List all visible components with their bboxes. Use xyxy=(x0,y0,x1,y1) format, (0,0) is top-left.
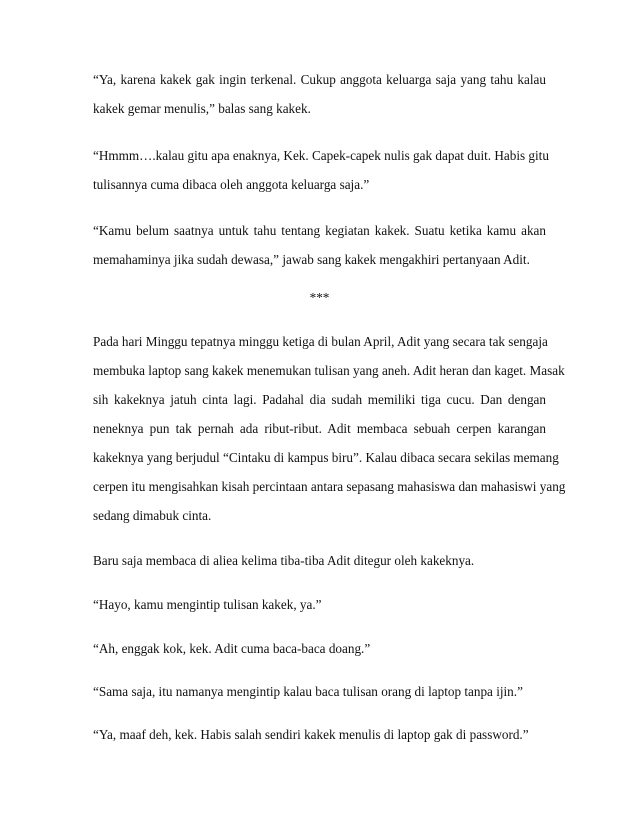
paragraph-5-line-4: neneknya pun tak pernah ada ribut-ribut. Adit membaca sebuah cerpen karangan xyxy=(93,421,546,436)
paragraph-5-line-6: cerpen itu mengisahkan kisah percintaan antara sepasang mahasiswa dan mahasiswi yang xyxy=(93,479,566,494)
paragraph-3-line-1: “Kamu belum saatnya untuk tahu tentang kegiatan kakek. Suatu ketika kamu akan xyxy=(93,223,546,238)
paragraph-1-line-1: “Ya, karena kakek gak ingin terkenal. Cukup anggota keluarga saja yang tahu kalau xyxy=(93,72,546,87)
section-break: *** xyxy=(309,290,330,305)
paragraph-9-line-1: “Sama saja, itu namanya mengintip kalau baca tulisan orang di laptop tanpa ijin.” xyxy=(93,684,523,699)
paragraph-5-line-2: membuka laptop sang kakek menemukan tulisan yang aneh. Adit heran dan kaget. Masak xyxy=(93,363,565,378)
paragraph-2-line-1: “Hmmm….kalau gitu apa enaknya, Kek. Capek-capek nulis gak dapat duit. Habis gitu xyxy=(93,148,549,163)
paragraph-8-line-1: “Ah, enggak kok, kek. Adit cuma baca-baca doang.” xyxy=(93,641,371,656)
paragraph-3-line-2: memahaminya jika sudah dewasa,” jawab sang kakek mengakhiri pertanyaan Adit. xyxy=(93,252,530,267)
paragraph-5-line-1: Pada hari Minggu tepatnya minggu ketiga di bulan April, Adit yang secara tak sengaja xyxy=(93,334,548,349)
paragraph-6-line-1: Baru saja membaca di aliea kelima tiba-tiba Adit ditegur oleh kakeknya. xyxy=(93,553,475,568)
paragraph-5-line-5: kakeknya yang berjudul “Cintaku di kampus biru”. Kalau dibaca secara sekilas memang xyxy=(93,450,559,465)
paragraph-1-line-2: kakek gemar menulis,” balas sang kakek. xyxy=(93,101,311,116)
paragraph-2-line-2: tulisannya cuma dibaca oleh anggota keluarga saja.” xyxy=(93,177,370,192)
paragraph-7-line-1: “Hayo, kamu mengintip tulisan kakek, ya.” xyxy=(93,597,322,612)
paragraph-10-line-1: “Ya, maaf deh, kek. Habis salah sendiri kakek menulis di laptop gak di password.” xyxy=(93,727,529,742)
paragraph-5-line-7: sedang dimabuk cinta. xyxy=(93,508,212,523)
paragraph-5-line-3: sih kakeknya jatuh cinta lagi. Padahal dia sudah memiliki tiga cucu. Dan dengan xyxy=(93,392,546,407)
